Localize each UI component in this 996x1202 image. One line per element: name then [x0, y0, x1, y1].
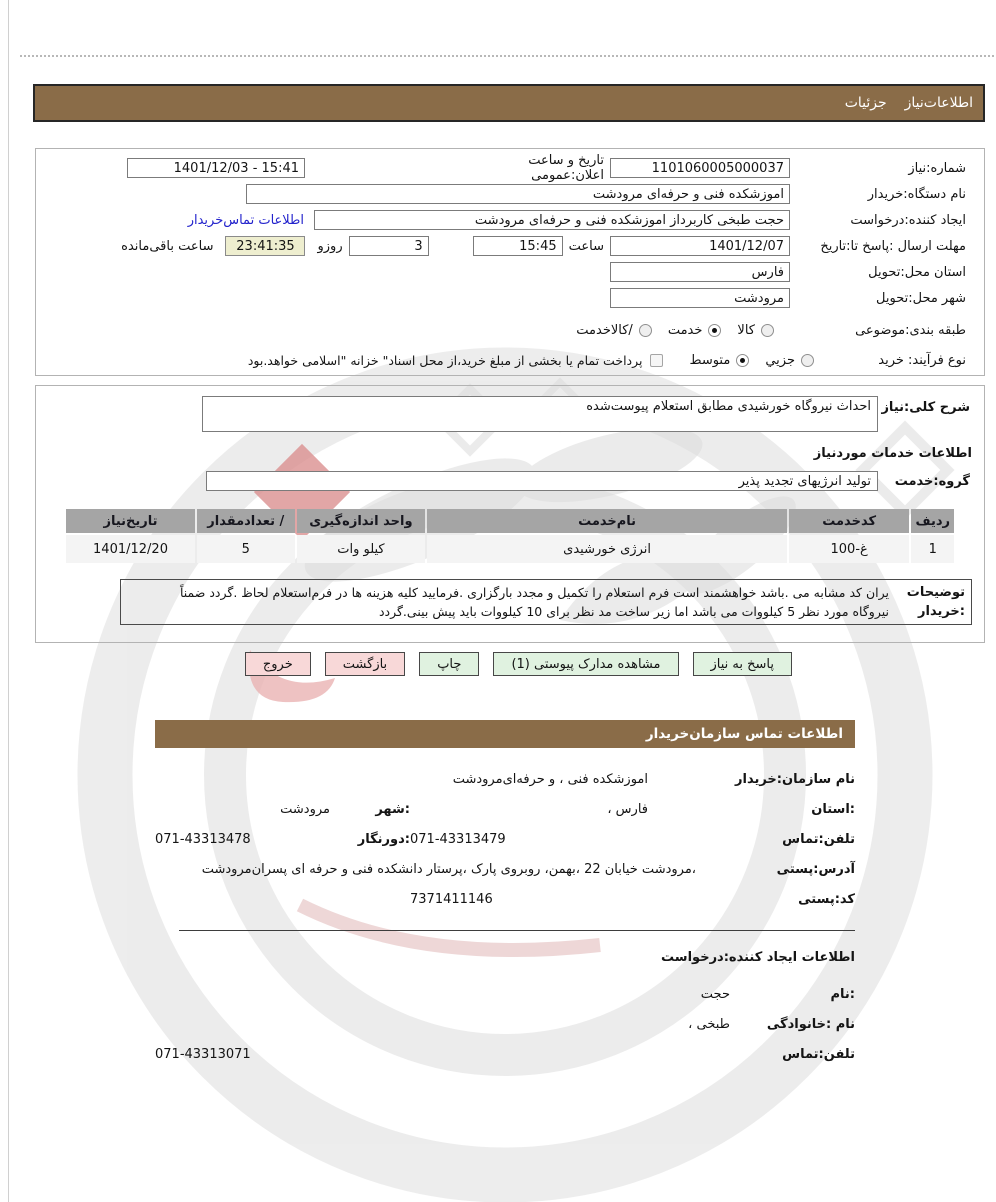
action-buttons — [245, 652, 792, 676]
row-subject-category — [40, 315, 980, 345]
deadline-time-field[interactable]: 15:45 — [473, 236, 563, 256]
radio-medium-label: متوسط — [689, 352, 731, 368]
creator-last-name-value: طبخی ، — [688, 1016, 730, 1032]
radio-medium[interactable] — [736, 354, 749, 367]
row-service-group — [42, 471, 978, 491]
table-row — [66, 535, 954, 563]
org-contact-header: اطلاعات تماس سازمان‌خریدار — [155, 720, 855, 748]
view-attachments-button[interactable]: مشاهده مدارک پیوستی (1) — [493, 652, 678, 676]
radio-minor[interactable] — [801, 354, 814, 367]
need-description-field[interactable]: احداث نیروگاه خورشیدی مطابق استعلام پیوست‌شده — [202, 396, 878, 432]
cell-service-name: انرژی خورشیدی — [427, 535, 786, 563]
org-city-value: مرودشت — [280, 801, 330, 817]
org-phone-label: تلفن:تماس — [782, 831, 855, 847]
request-creator-label: ایجاد کننده:درخواست — [850, 212, 966, 228]
buyer-remarks-label — [889, 583, 971, 622]
need-description-label: شرح کلی:نیاز — [881, 400, 970, 415]
remarks-line2: نیروگاه مورد نظر 5 کیلووات می باشد اما زیر ساخت مد نظر برای 10 کیلووات باید پیش بینی.گردد — [378, 604, 889, 619]
remaining-time-box: 23:41:35 — [225, 236, 305, 256]
back-button[interactable]: بازگشت — [325, 652, 405, 676]
org-address-value: ،مرودشت خیابان 22 ،بهمن، روبروی پارک ،پرستار دانشکده فنی و حرفه ای پسران‌مرودشت — [201, 861, 696, 877]
days-field[interactable]: 3 — [349, 236, 429, 256]
treasury-payment-label: پرداخت تمام یا بخشی از مبلغ خرید،از محل اسناد" خزانه "اسلامی خواهد.بود — [247, 352, 643, 368]
org-fax-label: :دورنگار — [357, 831, 410, 847]
announce-label: تاریخ و ساعت اعلان:عمومی — [528, 153, 604, 183]
need-summary-panel — [35, 148, 985, 376]
cell-row-number: 1 — [911, 535, 954, 563]
delivery-city-field[interactable]: مرودشت — [610, 288, 790, 308]
tab-bar — [33, 84, 985, 122]
need-services-panel — [35, 385, 985, 643]
buyer-remarks-text — [121, 583, 889, 622]
tab-need-info[interactable]: اطلاعات‌نیاز — [904, 95, 973, 111]
row-creator-last-name — [155, 1009, 855, 1039]
buyer-remarks-box — [120, 579, 972, 625]
request-creator-field[interactable]: حجت طبخی کاربرداز اموزشکده فنی و حرفه‌ای مرودشت — [314, 210, 790, 230]
buyer-org-field[interactable]: اموزشکده فنی و حرفه‌ای مرودشت — [246, 184, 790, 204]
need-number-label: شماره:نیاز — [908, 160, 966, 176]
col-service-name: نام‌خدمت — [427, 509, 786, 533]
org-fax-value: 071-43313478 — [155, 831, 251, 847]
remaining-label: ساعت باقی‌مانده — [121, 238, 214, 254]
delivery-city-label: شهر محل:تحویل — [876, 290, 966, 306]
org-phone-value: 071-43313479 — [410, 831, 506, 847]
section-divider — [179, 930, 855, 931]
col-need-date: تاریخ‌نیاز — [66, 509, 195, 533]
service-group-label: گروه:خدمت — [894, 473, 970, 489]
reply-to-need-button[interactable]: پاسخ به نیاز — [693, 652, 793, 676]
radio-goods-label: کالا — [737, 322, 755, 338]
creator-first-name-value: حجت — [700, 986, 730, 1002]
org-postal-value: 7371411146 — [410, 891, 493, 907]
top-dotted-divider — [20, 55, 994, 57]
days-label: روزو — [317, 238, 343, 254]
creator-phone-value: 071-43313071 — [155, 1046, 251, 1062]
service-group-field[interactable]: تولید انرژیهای تجدید پذیر — [206, 471, 878, 491]
radio-minor-label: جزیي — [765, 352, 795, 368]
services-table-header-row — [66, 509, 954, 533]
services-heading: اطلاعات خدمات موردنیاز — [813, 446, 972, 461]
row-org-province-city — [155, 794, 855, 824]
row-buyer-org — [40, 181, 980, 207]
col-quantity: / تعدادمقدار — [197, 509, 295, 533]
row-org-phone-fax — [155, 824, 855, 854]
row-request-creator — [40, 207, 980, 233]
print-button[interactable]: چاپ — [419, 652, 479, 676]
col-unit: واحد اندازه‌گیری — [297, 509, 426, 533]
org-province-label: :استان — [811, 801, 855, 817]
buyer-contact-link[interactable]: اطلاعات تماس‌خریدار — [187, 212, 304, 228]
exit-button[interactable]: خروج — [245, 652, 311, 676]
delivery-province-field[interactable]: فارس — [610, 262, 790, 282]
remarks-label-line1: توضیحات — [906, 584, 965, 600]
creator-phone-label: تلفن:تماس — [782, 1046, 855, 1062]
creator-last-name-label: نام :خانوادگی — [766, 1016, 855, 1032]
row-delivery-province — [40, 259, 980, 285]
page-left-border — [8, 0, 9, 1202]
row-org-name — [155, 764, 855, 794]
treasury-payment-checkbox[interactable] — [650, 354, 663, 367]
radio-goods-service[interactable] — [639, 324, 652, 337]
tab-details[interactable]: جزئیات — [844, 95, 887, 111]
row-need-number — [40, 155, 980, 181]
radio-goods[interactable] — [761, 324, 774, 337]
row-org-address — [155, 854, 855, 884]
radio-goods-service-label: /کالاخدمت — [576, 322, 633, 338]
org-name-label: نام سازمان:خریدار — [735, 771, 855, 787]
cell-service-code: غ-100 — [789, 535, 910, 563]
creator-first-name-label: :نام — [830, 986, 855, 1002]
radio-service[interactable] — [708, 324, 721, 337]
row-process-type — [40, 345, 980, 375]
announce-field[interactable]: 1401/12/03 - 15:41 — [127, 158, 305, 178]
cell-quantity: 5 — [197, 535, 295, 563]
cell-need-date: 1401/12/20 — [66, 535, 195, 563]
request-creator-block — [155, 950, 855, 1069]
org-province-value: فارس ، — [607, 801, 648, 817]
row-reply-deadline — [40, 233, 980, 259]
row-need-description — [42, 396, 978, 432]
deadline-date-field[interactable]: 1401/12/07 — [610, 236, 790, 256]
remarks-label-line2: :خریدار — [918, 604, 965, 619]
radio-service-label: خدمت — [667, 322, 703, 338]
row-delivery-city — [40, 285, 980, 311]
hour-label: ساعت — [568, 238, 604, 254]
col-service-code: کدخدمت — [789, 509, 910, 533]
row-org-postal — [155, 884, 855, 914]
org-city-label: :شهر — [375, 801, 410, 817]
process-type-label: نوع فرآیند: خرید — [878, 352, 966, 368]
org-postal-label: کد:پستی — [798, 891, 855, 907]
deadline-label: مهلت ارسال :پاسخ تا:تاریخ — [820, 238, 966, 254]
buyer-org-label: نام دستگاه:خریدار — [867, 186, 966, 202]
subject-category-label: طبقه بندی:موضوعی — [855, 322, 966, 338]
delivery-province-label: استان محل:تحویل — [868, 264, 966, 280]
cell-unit: کیلو وات — [297, 535, 426, 563]
row-creator-phone — [155, 1039, 855, 1069]
col-row-number: ردیف — [911, 509, 954, 533]
org-address-label: آدرس:پستی — [776, 861, 855, 877]
org-contact-block — [155, 764, 855, 914]
row-creator-first-name — [155, 979, 855, 1009]
creator-header: اطلاعات ایجاد کننده:درخواست — [661, 950, 855, 965]
org-name-value: اموزشکده فنی ، و حرفه‌ای‌مرودشت — [452, 771, 648, 787]
services-table — [64, 507, 956, 565]
need-number-field[interactable]: 1101060005000037 — [610, 158, 790, 178]
remarks-line1: یران کد مشابه می .باشد خواهشمند است فرم استعلام را تکمیل و مجدد بارگزاری .فرمایید کلیه هزینه ها در فرم‌استعلام لحاظ .گردد ضمناً — [179, 584, 889, 600]
